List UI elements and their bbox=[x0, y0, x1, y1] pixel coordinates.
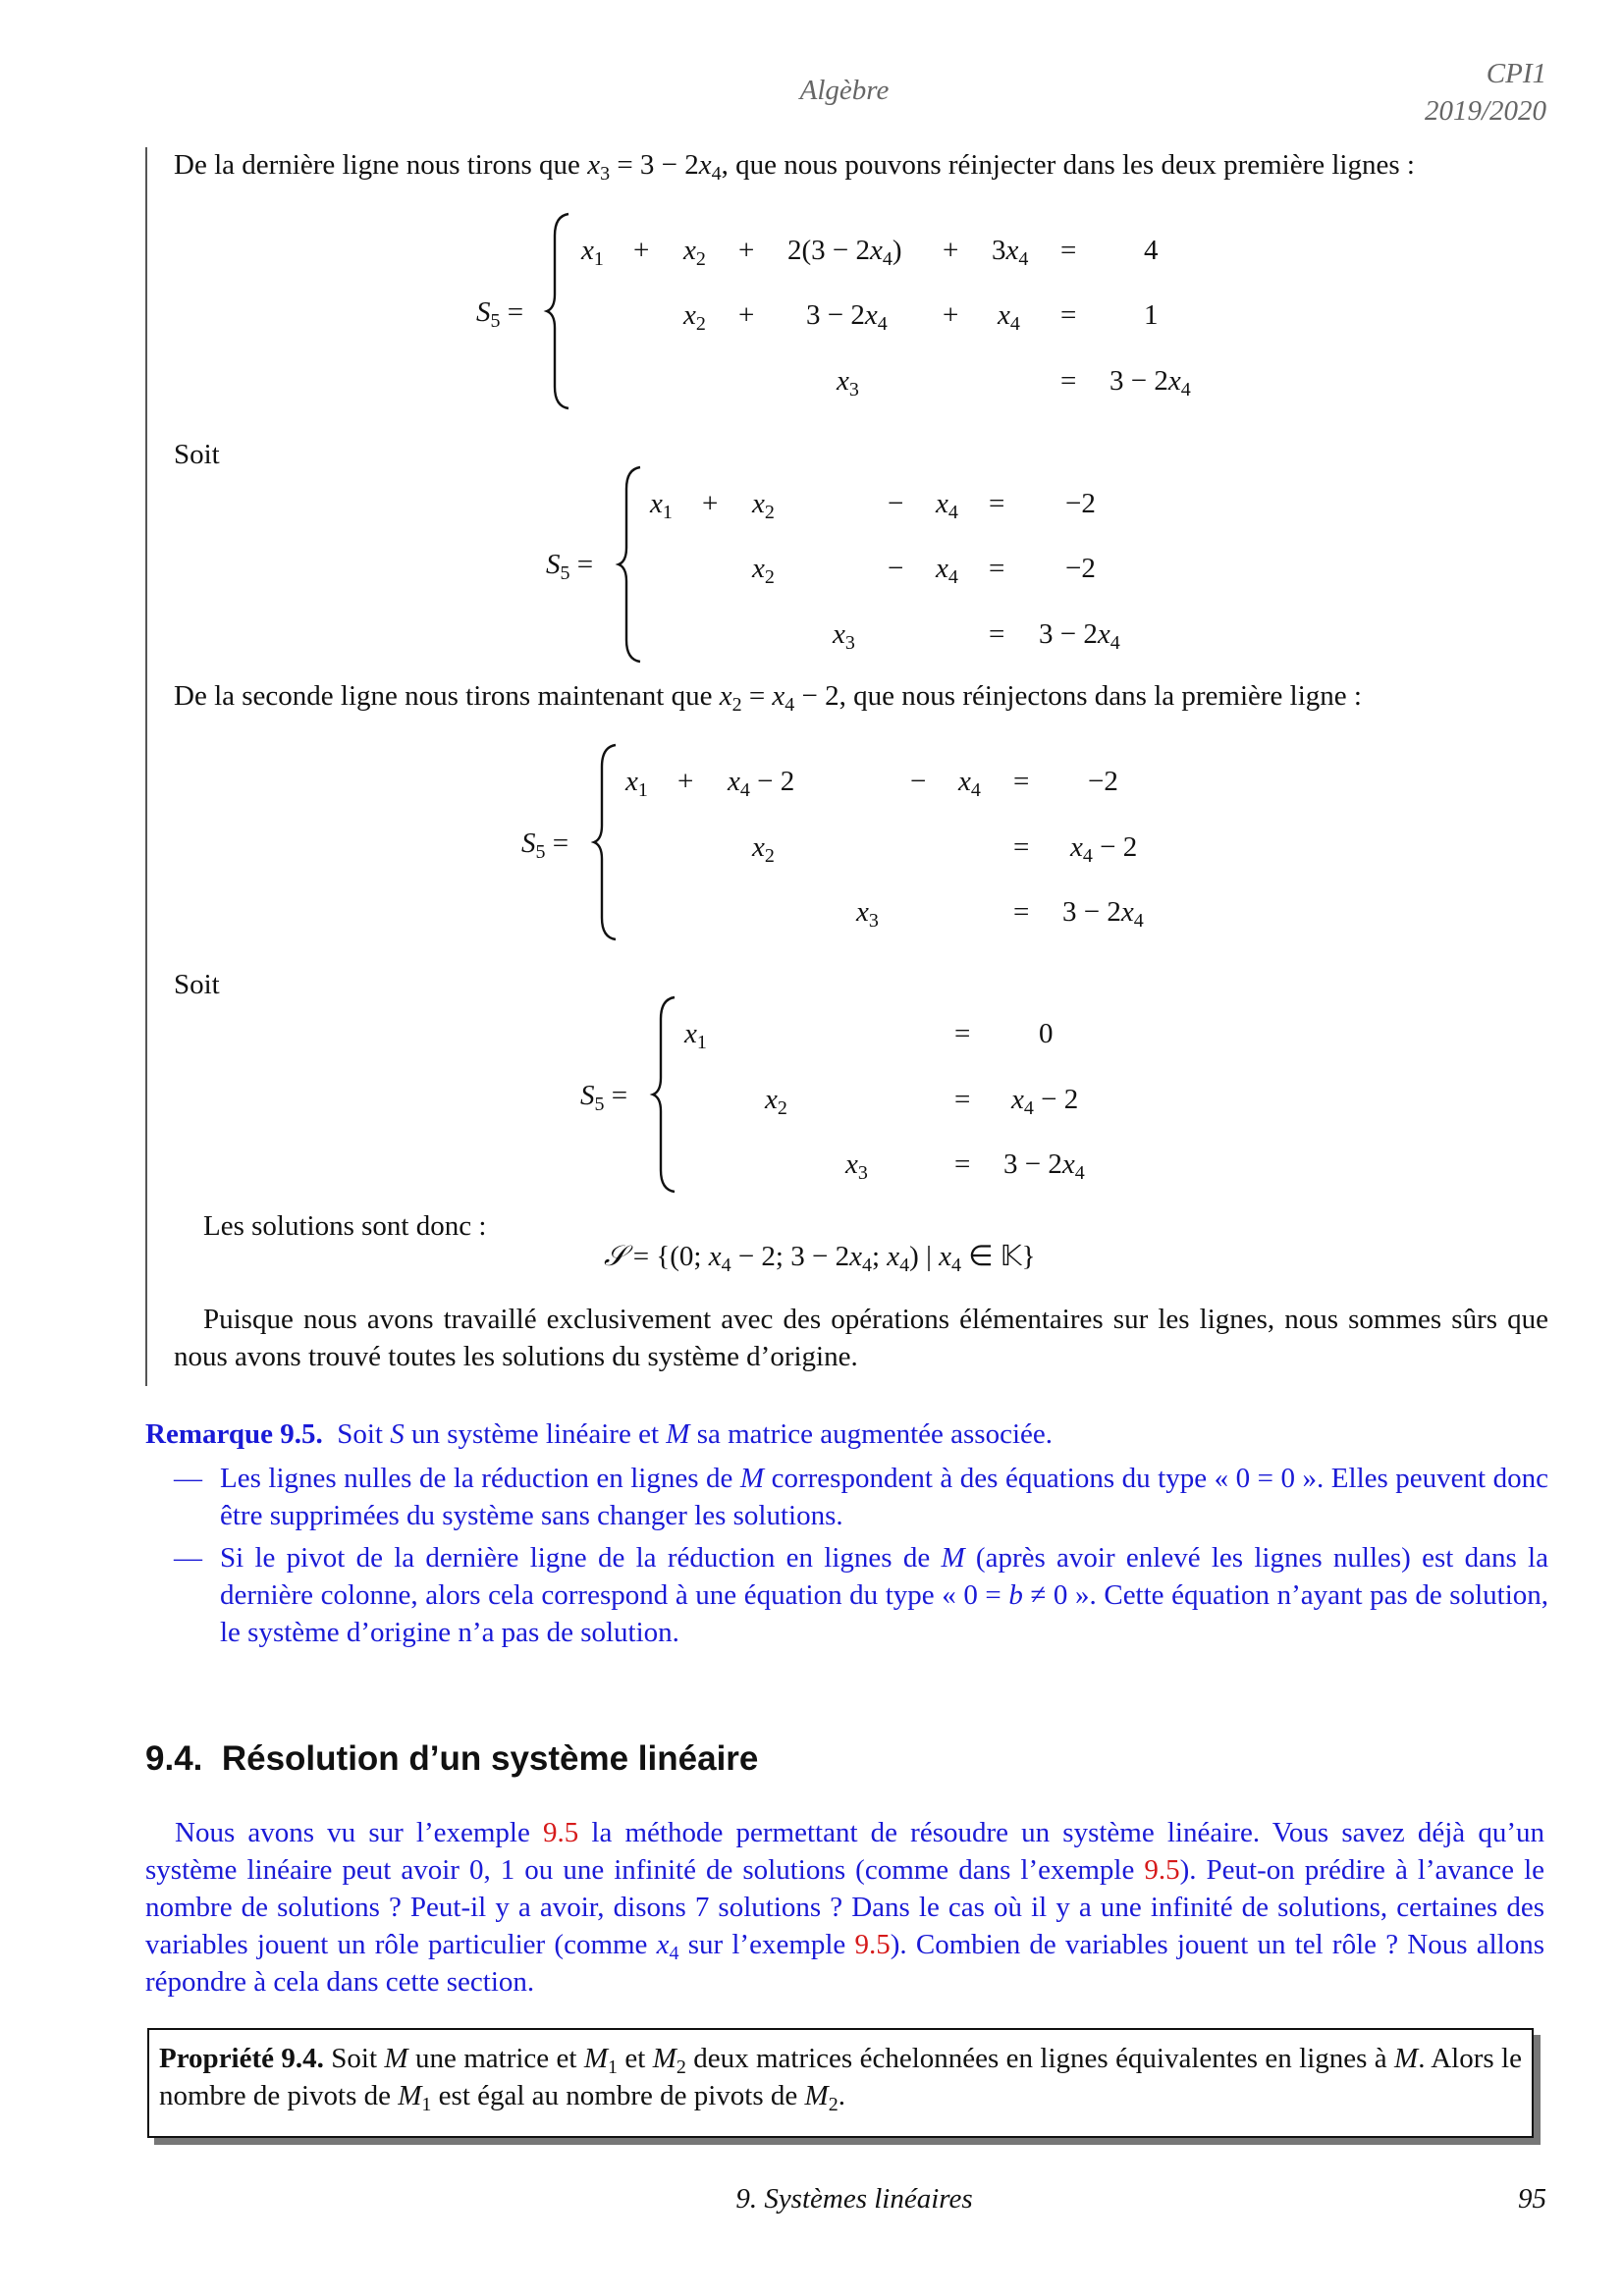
sys1-r1-op1: + bbox=[633, 235, 650, 266]
sys1-r2-rhs: 1 bbox=[1144, 299, 1159, 331]
sys2-r2-x4: $x_4$ bbox=[936, 553, 958, 588]
system-3-label: $S_5$ = bbox=[521, 828, 569, 863]
sys2-r3-eq: = bbox=[989, 618, 1005, 650]
sys2-r2-x2: $x_2$ bbox=[752, 553, 775, 588]
solutions-intro: Les solutions sont donc : bbox=[203, 1210, 487, 1242]
intro-text-5: ). Combien de variables jouent un tel rôle ? Nous allons répondre à cela dans cette section. bbox=[145, 1929, 1544, 1998]
sys4-r3-x3: $x_3$ bbox=[845, 1148, 868, 1184]
sys2-r1-eq: = bbox=[989, 488, 1005, 519]
property-box bbox=[147, 2028, 1534, 2138]
sys4-r1-x1: $x_1$ bbox=[684, 1018, 707, 1053]
sys1-r2-term3: $3 - 2x_4$ bbox=[806, 299, 888, 335]
system-1-label: $S_5$ = bbox=[476, 296, 524, 332]
sys3-r2-x2: $x_2$ bbox=[752, 831, 775, 867]
sys1-r1-term4: $3x_4$ bbox=[992, 235, 1029, 270]
p2-expr: $x_2 = x_4 - 2$ bbox=[719, 680, 839, 716]
system-2-brace bbox=[615, 465, 644, 664]
sys3-r3-eq: = bbox=[1013, 896, 1030, 928]
proof-paragraph-1 bbox=[174, 146, 1548, 184]
sys4-r1-rhs: 0 bbox=[1039, 1018, 1054, 1049]
system-4-label: $S_5$ = bbox=[580, 1080, 628, 1115]
system-1-brace bbox=[543, 212, 572, 410]
sys2-r1-rhs: −2 bbox=[1065, 488, 1096, 519]
intro-var: $x_4$ bbox=[656, 1929, 679, 1964]
sys1-r1-term3: $2(3 - 2x_4)$ bbox=[787, 235, 902, 270]
header-title: Algèbre bbox=[799, 75, 890, 106]
sys2-r3-x3: $x_3$ bbox=[833, 618, 855, 654]
sys2-r1-op2: − bbox=[888, 488, 904, 519]
remark-bullet-1: — bbox=[174, 1463, 202, 1494]
sys4-r1-eq: = bbox=[954, 1018, 971, 1049]
remark-text: Soit S un système linéaire et M sa matrice augmentée associée. bbox=[329, 1418, 1054, 1450]
remark-bullet-2: — bbox=[174, 1542, 202, 1574]
intro-text-3: ). Peut-on prédire à l’avance le nombre de solutions ? Peut-il y a avoir, disons 7 solutions ? Dans le cas où il y a une infinité de solutions, certaines des variables jouent un rôle particulier (comme bbox=[145, 1854, 1544, 1960]
p1-expr: $x_3 = 3 - 2x_4$ bbox=[587, 149, 722, 185]
remark-item-1-text: Les lignes nulles de la réduction en lignes de M correspondent à des équations du type « 0 = 0 ». Elles peuvent donc être supprimées du système sans changer les solutions. bbox=[220, 1463, 1548, 1531]
sys1-r1-op3: + bbox=[943, 235, 959, 266]
p2-text-before: De la seconde ligne nous tirons maintenant que bbox=[174, 680, 720, 712]
sys3-r1-x1: $x_1$ bbox=[625, 766, 648, 801]
intro-text-4: sur l’exemple bbox=[678, 1929, 855, 1960]
sys3-r1-term2: $x_4 - 2$ bbox=[728, 766, 795, 801]
sys3-r1-op2: − bbox=[910, 766, 927, 797]
header-course: CPI1 bbox=[1486, 58, 1546, 89]
sys2-r1-x4: $x_4$ bbox=[936, 488, 958, 523]
footer-chapter: 9. Systèmes linéaires bbox=[735, 2183, 973, 2215]
sys2-r2-op1: − bbox=[888, 553, 904, 584]
sys1-r2-op1: + bbox=[738, 299, 755, 331]
soit-1: Soit bbox=[174, 439, 220, 470]
system-4-brace bbox=[649, 995, 678, 1194]
sys2-r2-eq: = bbox=[989, 553, 1005, 584]
footer-page-number: 95 bbox=[1518, 2183, 1546, 2215]
section-heading bbox=[145, 1739, 758, 1779]
sys4-r2-rhs: $x_4 - 2$ bbox=[1011, 1084, 1079, 1119]
sys3-r2-rhs: $x_4 - 2$ bbox=[1070, 831, 1138, 867]
sys1-r3-eq: = bbox=[1060, 365, 1077, 397]
sys3-r1-x4: $x_4$ bbox=[958, 766, 981, 801]
sys1-r1-rhs: 4 bbox=[1144, 235, 1159, 266]
sys2-r2-rhs: −2 bbox=[1065, 553, 1096, 584]
sys2-r1-x1: $x_1$ bbox=[650, 488, 673, 523]
proof-paragraph-2 bbox=[174, 677, 1548, 715]
sys4-r3-eq: = bbox=[954, 1148, 971, 1180]
header-year: 2019/2020 bbox=[1424, 95, 1546, 127]
remark-item-1 bbox=[174, 1460, 1548, 1534]
sys2-r3-rhs: $3 - 2x_4$ bbox=[1039, 618, 1120, 654]
section-number: 9.4. bbox=[145, 1739, 203, 1778]
sys2-r1-op1: + bbox=[702, 488, 719, 519]
sys3-r2-eq: = bbox=[1013, 831, 1030, 863]
sys1-r2-x2: $x_2$ bbox=[683, 299, 706, 335]
p1-text-before: De la dernière ligne nous tirons que bbox=[174, 149, 588, 181]
proof-conclusion: Puisque nous avons travaillé exclusivement avec des opérations élémentaires sur les lignes, nous sommes sûrs que nous avons trouvé toutes les solutions du système d’origine. bbox=[174, 1304, 1548, 1372]
remark-item-2 bbox=[174, 1539, 1548, 1651]
sys1-r2-op2: + bbox=[943, 299, 959, 331]
sys4-r3-rhs: $3 - 2x_4$ bbox=[1003, 1148, 1085, 1184]
remark-9-5 bbox=[145, 1415, 1549, 1453]
p2-text-after: , que nous réinjectons dans la première ligne : bbox=[839, 680, 1362, 712]
sys1-r3-x3: $x_3$ bbox=[837, 365, 859, 400]
proof-margin-bar bbox=[145, 147, 147, 1386]
sys3-r1-rhs: −2 bbox=[1088, 766, 1118, 797]
sys1-r1-x1: $x_1$ bbox=[581, 235, 604, 270]
sys1-r3-rhs: $3 - 2x_4$ bbox=[1109, 365, 1191, 400]
sys1-r1-eq: = bbox=[1060, 235, 1077, 266]
intro-ref-link-1[interactable]: 9.5 bbox=[543, 1817, 579, 1848]
sys1-r1-op2: + bbox=[738, 235, 755, 266]
sys1-r1-x2: $x_2$ bbox=[683, 235, 706, 270]
sys1-r2-term4: $x_4$ bbox=[998, 299, 1020, 335]
sys3-r3-x3: $x_3$ bbox=[856, 896, 879, 932]
sys3-r3-rhs: $3 - 2x_4$ bbox=[1062, 896, 1144, 932]
solution-set: 𝒮 = {(0; $x_4 - 2$; $3 - 2x_4$; $x_4$) | $x_4$ ∈ 𝕂} bbox=[604, 1241, 1036, 1276]
system-3-brace bbox=[590, 743, 620, 941]
property-label: Propriété 9.4. bbox=[159, 2043, 324, 2074]
sys3-r1-op1: + bbox=[677, 766, 694, 797]
intro-text-1: Nous avons vu sur l’exemple bbox=[175, 1817, 544, 1848]
sys3-r1-eq: = bbox=[1013, 766, 1030, 797]
header-course-info bbox=[1425, 55, 1546, 130]
section-title: Résolution d’un système linéaire bbox=[221, 1739, 759, 1778]
intro-ref-link-3[interactable]: 9.5 bbox=[854, 1929, 891, 1960]
system-2-label: $S_5$ = bbox=[546, 549, 594, 584]
soit-2: Soit bbox=[174, 969, 220, 1000]
sys4-r2-eq: = bbox=[954, 1084, 971, 1115]
section-intro bbox=[145, 1814, 1544, 2001]
p1-text-after: , que nous pouvons réinjecter dans les deux première lignes : bbox=[721, 149, 1415, 181]
sys2-r1-x2: $x_2$ bbox=[752, 488, 775, 523]
remark-item-2-text: Si le pivot de la dernière ligne de la réduction en lignes de M (après avoir enlevé les lignes nulles) est dans la dernière colonne, alors cela correspond à une équation du type « 0 = b ≠ 0 ». Cette équation n’ayant pas de solution, le système d’origine n’a pas de solution. bbox=[220, 1542, 1548, 1648]
remark-label: Remarque 9.5. bbox=[145, 1418, 323, 1450]
intro-ref-link-2[interactable]: 9.5 bbox=[1144, 1854, 1180, 1886]
sys4-r2-x2: $x_2$ bbox=[765, 1084, 787, 1119]
sys1-r2-eq: = bbox=[1060, 299, 1077, 331]
intro-text-2: la méthode permettant de résoudre un système linéaire. Vous savez déjà qu’un système linéaire peut avoir 0, 1 ou une infinité de solutions (comme dans l’exemple bbox=[145, 1817, 1544, 1886]
property-text: Propriété 9.4. Soit M une matrice et $M_1$ et $M_2$ deux matrices échelonnées en lignes équivalentes en lignes à M. Alors le nombre de pivots de $M_1$ est égal au nombre de pivots de $M_2$. bbox=[159, 2043, 1522, 2115]
